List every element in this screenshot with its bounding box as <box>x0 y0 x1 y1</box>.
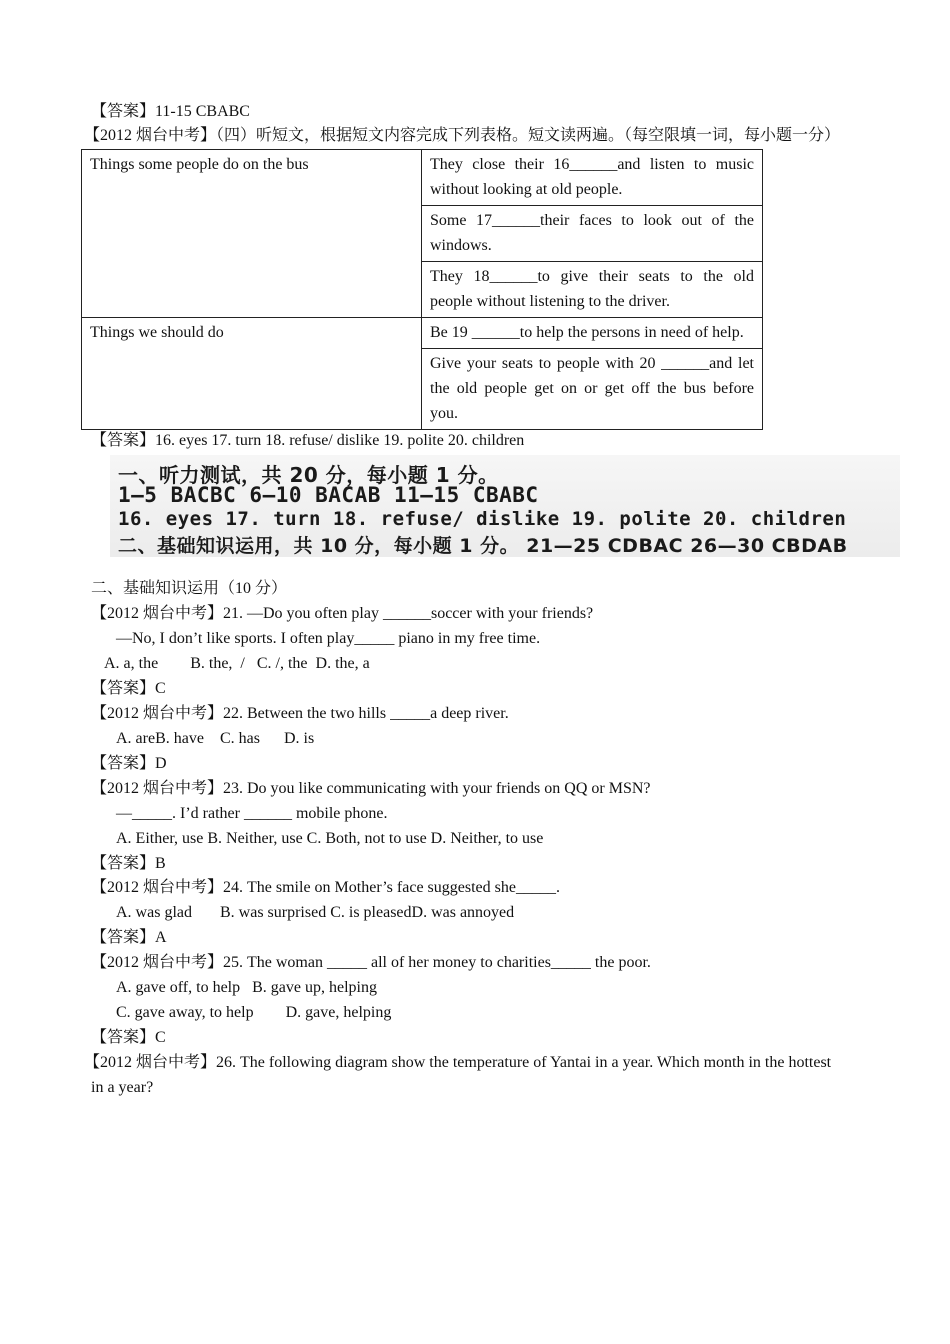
q22-stem: 【2012 烟台中考】22. Between the two hills _____a deep river. <box>91 705 509 722</box>
section-2-title: 二、基础知识运用（10 分） <box>91 580 288 597</box>
table-cell-item: They close their 16______and listen to music without looking at old people. <box>422 150 763 206</box>
table-cell-item: They 18______to give their seats to the old people without listening to the driver. <box>422 262 763 318</box>
table-cell-item: Be 19 ______to help the persons in need of help. <box>422 318 763 349</box>
q26-stem: 【2012 烟台中考】26. The following diagram show the temperature of Yantai in a year. Which month in the hottest <box>84 1054 832 1071</box>
table-cell-item: Give your seats to people with 20 ______and let the old people get on or get off the bus before you. <box>422 349 763 430</box>
q26-stem-2: in a year? <box>91 1079 154 1096</box>
q22-answer: 【答案】D <box>91 755 167 772</box>
q25-answer: 【答案】C <box>91 1029 166 1046</box>
scan-line-4: 二、基础知识运用，共 10 分，每小题 1 分。 21—25 CDBAC 26—30 CBDAB <box>118 535 848 557</box>
q23-stem: 【2012 烟台中考】23. Do you like communicating with your friends on QQ or MSN? <box>91 780 651 797</box>
q21-stem: 【2012 烟台中考】21. —Do you often play ______soccer with your friends? <box>91 605 594 622</box>
q25-stem: 【2012 烟台中考】25. The woman _____ all of her money to charities_____ the poor. <box>91 954 651 971</box>
q23-options: A. Either, use B. Neither, use C. Both, not to use D. Neither, to use <box>116 830 544 847</box>
table-row <box>82 318 763 349</box>
q23-stem-2: —_____. I’d rather ______ mobile phone. <box>116 805 388 822</box>
listening-table <box>81 149 763 430</box>
table-row <box>82 150 763 206</box>
scan-line-1: 一、听力测试，共 20 分，每小题 1 分。 <box>118 463 499 487</box>
scanned-answer-key-image <box>110 455 900 557</box>
table-cell-category: Things we should do <box>82 318 422 430</box>
section-4-header: 【2012 烟台中考】（四）听短文，根据短文内容完成下列表格。短文读两遍。（每空限填一词，每小题一分） <box>84 127 841 144</box>
q24-stem: 【2012 烟台中考】24. The smile on Mother’s face suggested she_____. <box>91 879 560 896</box>
answer-16-20: 【答案】16. eyes 17. turn 18. refuse/ dislike 19. polite 20. children <box>91 432 525 449</box>
q21-stem-2: —No, I don’t like sports. I often play_____ piano in my free time. <box>116 630 541 647</box>
q25-options-2: C. gave away, to help D. gave, helping <box>116 1004 392 1021</box>
q24-answer: 【答案】A <box>91 929 167 946</box>
q23-answer: 【答案】B <box>91 855 166 872</box>
scan-line-2: 1—5 BACBC 6—10 BACAB 11—15 CBABC <box>118 483 539 507</box>
table-cell-category: Things some people do on the bus <box>82 150 422 318</box>
table-cell-item: Some 17______their faces to look out of the windows. <box>422 206 763 262</box>
q21-answer: 【答案】C <box>91 680 166 697</box>
answer-11-15: 【答案】11-15 CBABC <box>91 103 250 120</box>
q24-options: A. was glad B. was surprised C. is pleasedD. was annoyed <box>116 904 515 921</box>
q21-options: A. a, the B. the, / C. /, the D. the, a <box>104 655 370 672</box>
scan-line-3: 16. eyes 17. turn 18. refuse/ dislike 19. polite 20. children <box>118 508 847 530</box>
q22-options: A. areB. have C. has D. is <box>116 730 315 747</box>
q25-options-1: A. gave off, to help B. gave up, helping <box>116 979 377 996</box>
